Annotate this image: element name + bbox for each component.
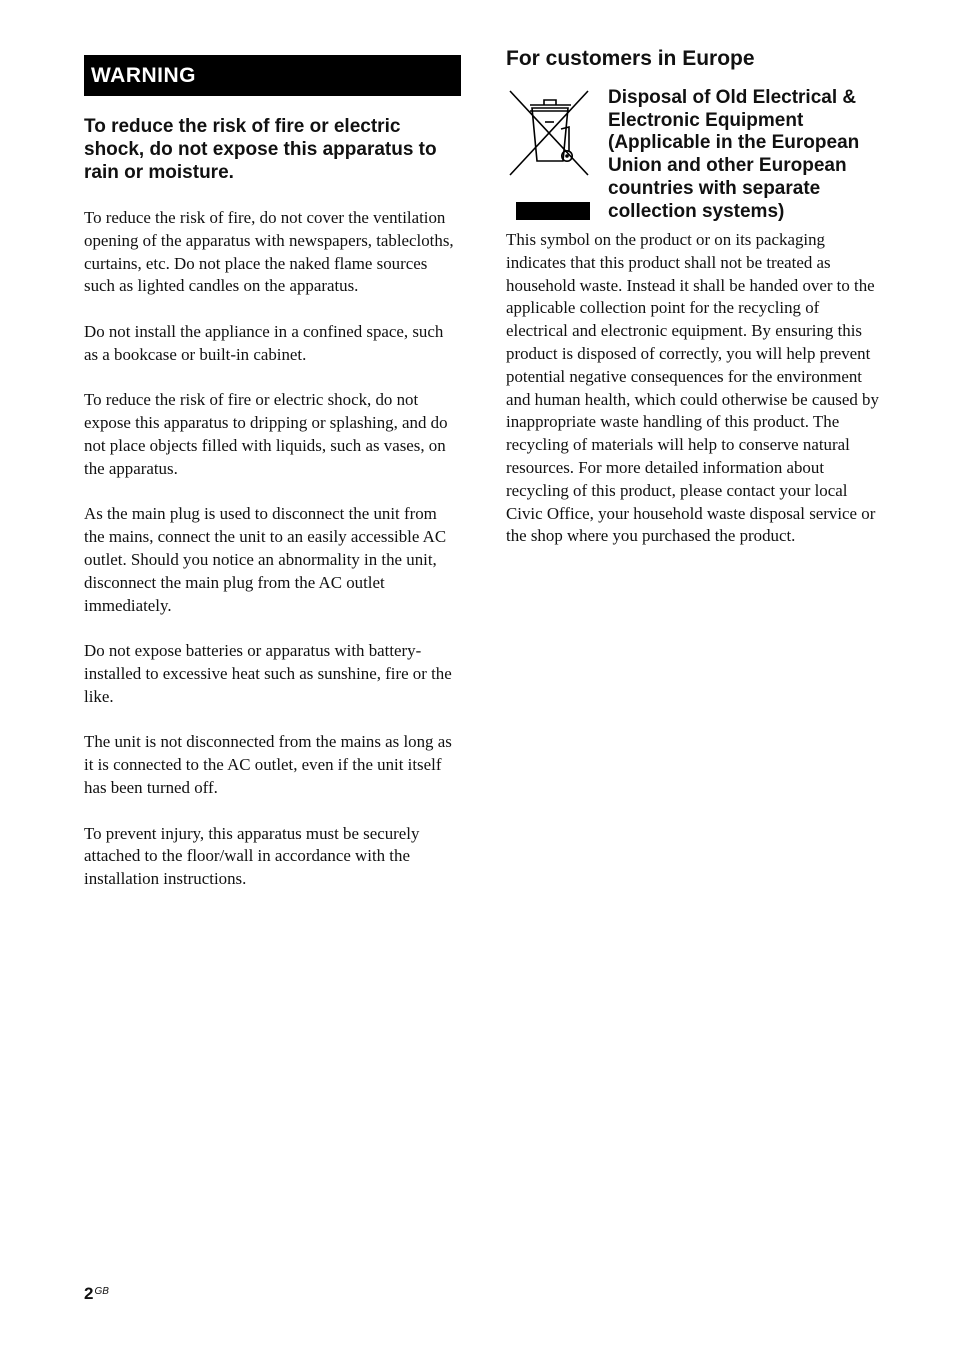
warning-banner bbox=[84, 55, 461, 96]
warning-paragraph-injury: To prevent injury, this apparatus must be securely attached to the floor/wall in accordance with the installation instructions. bbox=[84, 823, 420, 889]
warning-subheading: To reduce the risk of fire or electric shock, do not expose this apparatus to rain or moisture. bbox=[84, 116, 437, 183]
warning-title: WARNING bbox=[91, 63, 196, 87]
europe-title: For customers in Europe bbox=[506, 47, 755, 70]
disposal-text: This symbol on the product or on its packaging indicates that this product shall not be treated as household waste. Instead it shall be handed over to the applicable collection point for the recycling of electrical and electronic equipment. By ensuring this product is disposed of correctly, you will help prevent potential negative consequences for the environment and human health, which could otherwise be caused by inappropriate waste handling of this product. The recycling of materials will help to conserve natural resources. For more detailed information about recycling of this product, please contact your local Civic Office, your household waste disposal service or the shop where you purchased the product. bbox=[506, 230, 879, 546]
warning-paragraph-mains: The unit is not disconnected from the mains as long as it is connected to the AC outlet, even if the unit itself has been turned off. bbox=[84, 732, 452, 797]
page-number-suffix: GB bbox=[94, 1286, 109, 1297]
warning-paragraph-confined-space: Do not install the appliance in a confined space, such as a bookcase or built-in cabinet. bbox=[84, 321, 444, 364]
disposal-title: Disposal of Old Electrical & Electronic Equipment (Applicable in the European Union and other European countries with separate collection systems) bbox=[608, 87, 860, 222]
disposal-block bbox=[506, 87, 884, 221]
europe-section bbox=[506, 46, 884, 548]
warning-paragraph-batteries: Do not expose batteries or apparatus with battery-installed to excessive heat such as sunshine, fire or the like. bbox=[84, 641, 452, 706]
crossed-out-wheeled-bin-icon bbox=[508, 89, 592, 221]
warning-paragraph-main-plug: As the main plug is used to disconnect the unit from the mains, connect the unit to an easily accessible AC outlet. Should you notice an abnormality in the unit, disconnect the main plug from the AC outlet immediately. bbox=[84, 504, 447, 615]
warning-section bbox=[84, 55, 461, 891]
page-number bbox=[84, 1282, 109, 1304]
warning-paragraph-ventilation: To reduce the risk of fire, do not cover the ventilation opening of the apparatus with newspapers, tablecloths, curtains, etc. Do not place the naked flame sources such as lighted candles on the apparatus. bbox=[84, 208, 454, 296]
page-number-value: 2 bbox=[84, 1284, 94, 1303]
warning-paragraph-dripping: To reduce the risk of fire or electric shock, do not expose this apparatus to dripping or splashing, and do not place objects filled with liquids, such as vases, on the apparatus. bbox=[84, 390, 448, 478]
